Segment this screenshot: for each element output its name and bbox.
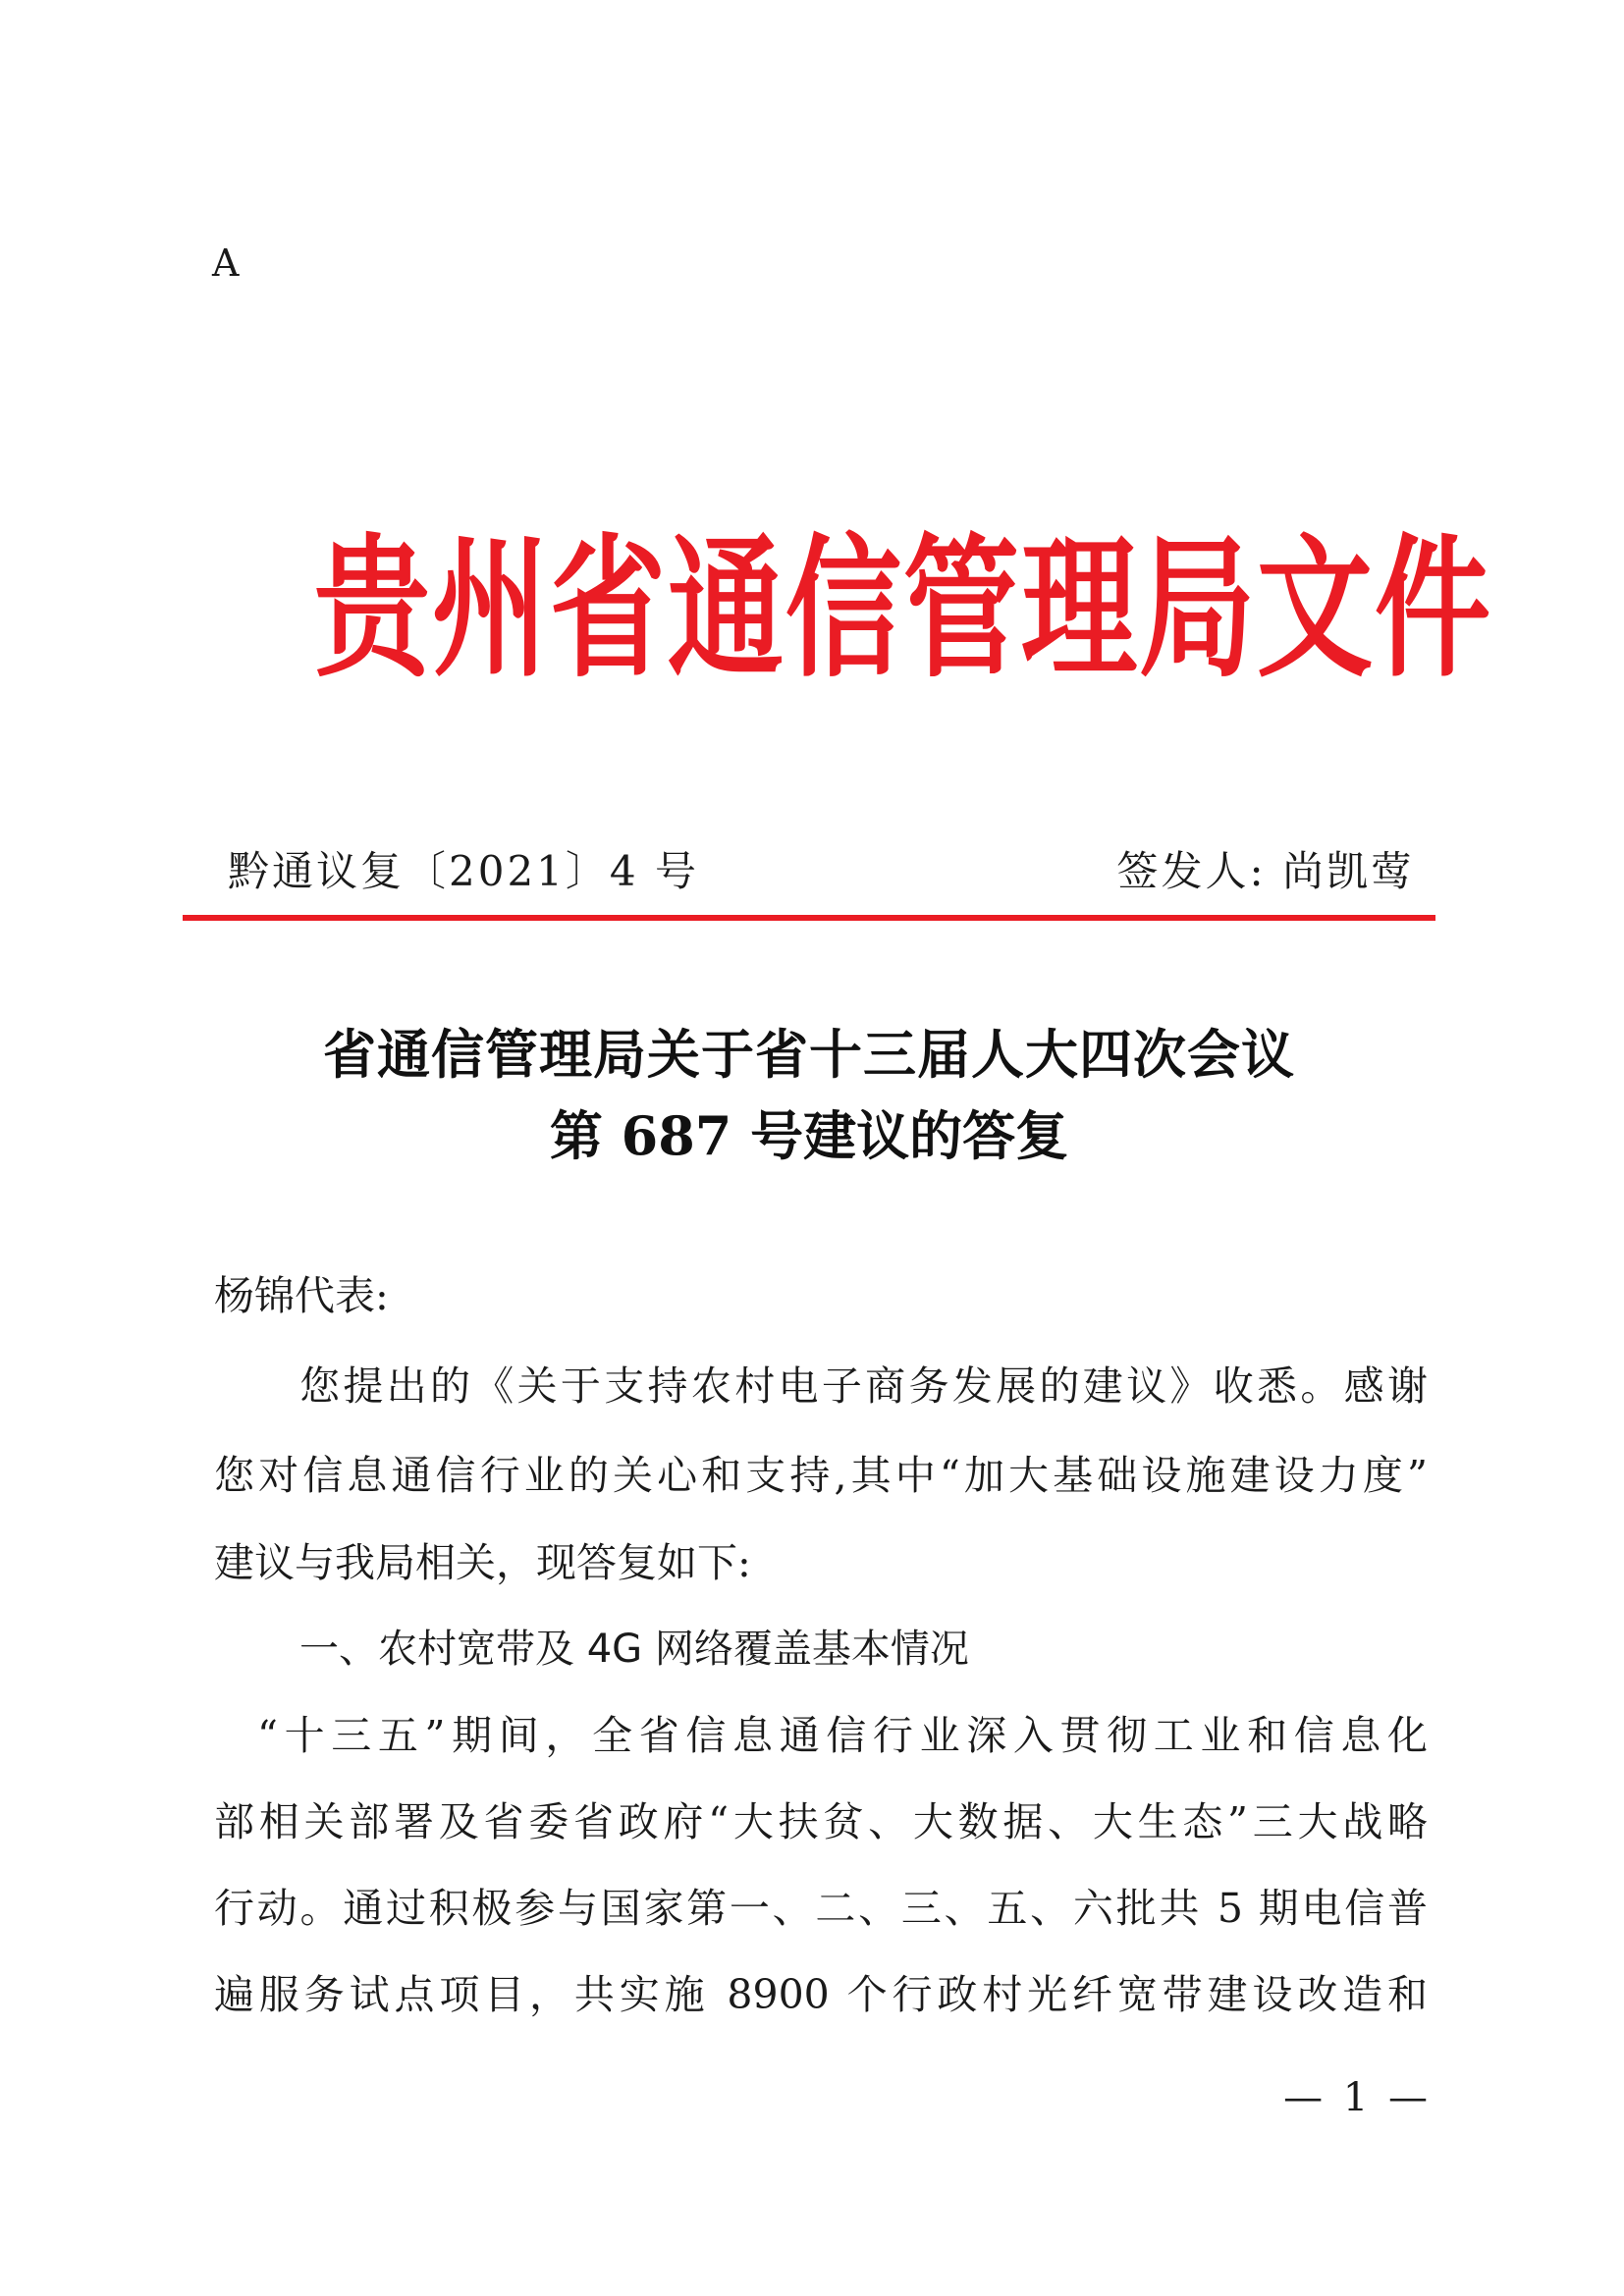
document-number: 黔通议复〔2021〕4 号 <box>228 847 699 895</box>
document-masthead: 贵州省通信管理局文件 <box>314 518 1493 699</box>
classification-mark: A <box>212 241 240 285</box>
issuer-signature-label: 签发人: 尚凯莺 <box>1116 847 1415 895</box>
document-title-line-2: 第 687 号建议的答复 <box>549 1104 1069 1167</box>
section-paragraph-line: “十三五”期间，全省信息通信行业深入贯彻工业和信息化 <box>257 1712 1428 1759</box>
salutation: 杨锦代表: <box>214 1272 389 1319</box>
red-separator-rule <box>183 915 1435 921</box>
section-paragraph-line: 行动。通过积极参与国家第一、二、三、五、六批共 5 期电信普 <box>214 1885 1428 1932</box>
intro-paragraph-line: 建议与我局相关，现答复如下: <box>214 1539 751 1586</box>
page-number: — 1 — <box>1283 2075 1432 2120</box>
section-heading: 一、农村宽带及 4G 网络覆盖基本情况 <box>299 1627 969 1672</box>
section-paragraph-line: 部相关部署及省委省政府“大扶贫、大数据、大生态”三大战略 <box>214 1798 1428 1845</box>
section-paragraph-line: 遍服务试点项目，共实施 8900 个行政村光纤宽带建设改造和 <box>214 1971 1428 2018</box>
intro-paragraph-line: 您提出的《关于支持农村电子商务发展的建议》收悉。感谢 <box>299 1362 1428 1410</box>
document-title-line-1: 省通信管理局关于省十三届人大四次会议 <box>323 1023 1295 1086</box>
intro-paragraph-line: 您对信息通信行业的关心和支持,其中“加大基础设施建设力度” <box>214 1452 1428 1499</box>
